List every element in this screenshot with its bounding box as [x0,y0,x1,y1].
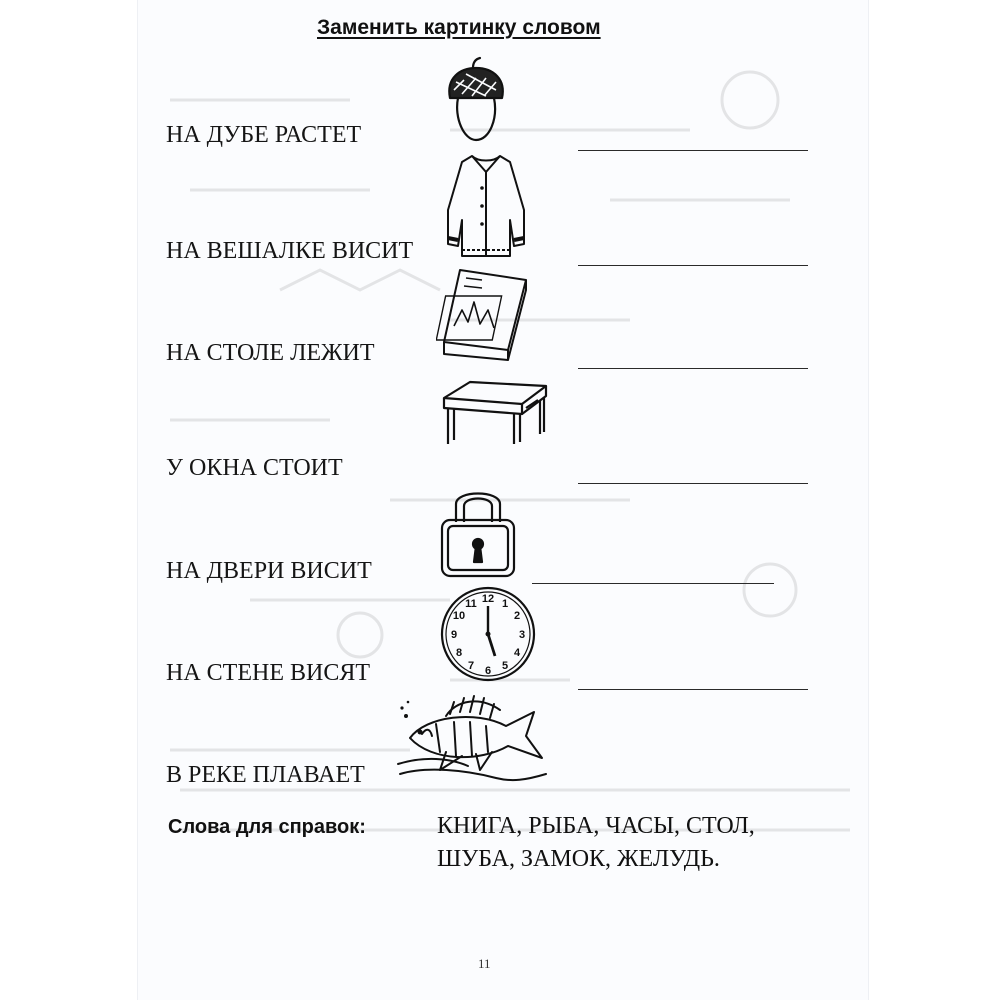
row-1-phrase: НА ДУБЕ РАСТЕТ [166,122,362,148]
svg-text:3: 3 [518,629,526,641]
svg-text:4: 4 [513,647,521,659]
svg-text:6: 6 [484,665,492,677]
row-4-phrase: У ОКНА СТОИТ [166,455,343,481]
svg-text:7: 7 [467,660,475,672]
svg-text:2: 2 [513,610,521,622]
row-2-answer-line[interactable] [578,265,808,266]
fur-coat-icon [438,150,534,260]
row-2-phrase: НА ВЕШАЛКЕ ВИСИТ [166,238,414,264]
fish-icon [396,686,554,790]
acorn-icon [440,56,510,146]
clock-icon [438,584,538,684]
reference-words-line-2: ШУБА, ЗАМОК, ЖЕЛУДЬ. [437,846,720,872]
svg-text:5: 5 [501,660,509,672]
reference-label: Слова для справок: [168,816,366,838]
page-number: 11 [478,956,491,971]
row-3-answer-line[interactable] [578,368,808,369]
row-4-answer-line[interactable] [578,483,808,484]
page-title: Заменить картинку словом [317,16,601,39]
row-5-answer-line[interactable] [532,583,774,584]
svg-text:12: 12 [481,593,495,605]
book-icon [436,266,532,362]
row-1-answer-line[interactable] [578,150,808,151]
padlock-icon [438,482,520,582]
row-3-phrase: НА СТОЛЕ ЛЕЖИТ [166,340,375,366]
row-6-answer-line[interactable] [578,689,808,690]
reference-words-line-1: КНИГА, РЫБА, ЧАСЫ, СТОЛ, [437,813,755,839]
row-6-phrase: НА СТЕНЕ ВИСЯТ [166,660,370,686]
row-7-phrase: В РЕКЕ ПЛАВАЕТ [166,762,365,788]
svg-text:9: 9 [450,629,458,641]
svg-text:1: 1 [501,598,509,610]
table-icon [440,378,550,448]
svg-text:8: 8 [455,647,463,659]
svg-text:11: 11 [465,598,477,610]
svg-text:10: 10 [452,610,466,622]
row-5-phrase: НА ДВЕРИ ВИСИТ [166,558,372,584]
